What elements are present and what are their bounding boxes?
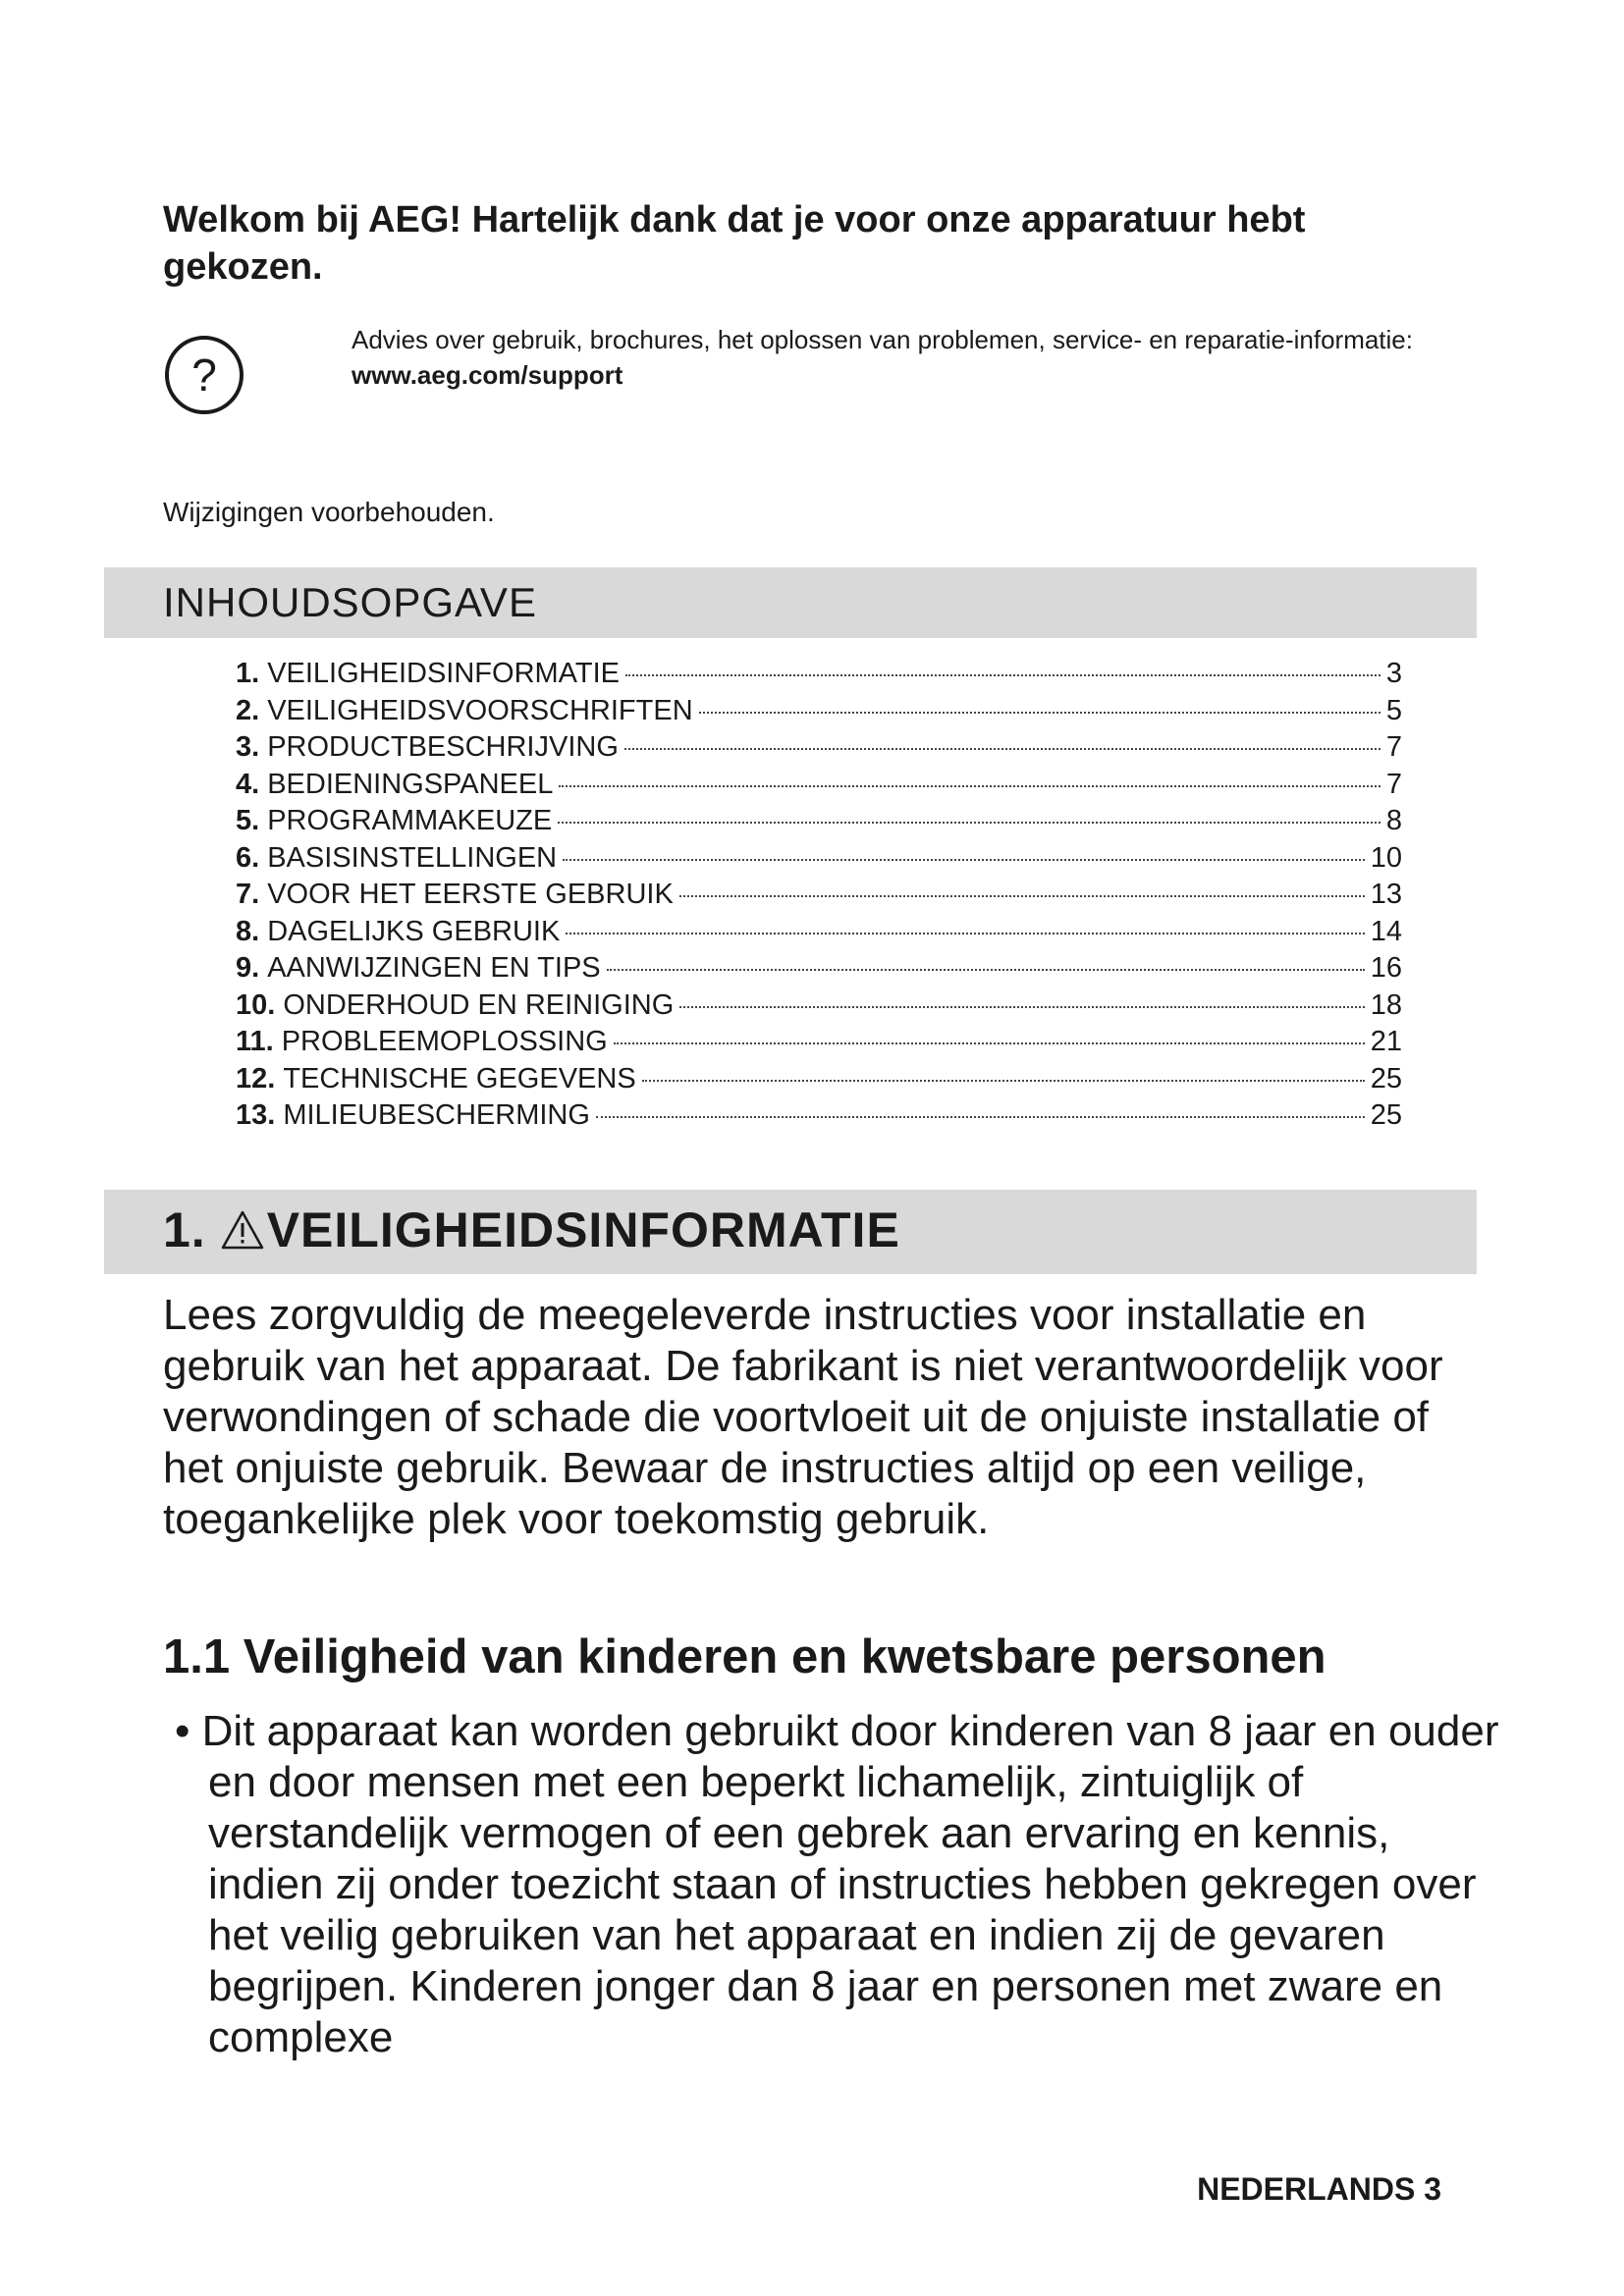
toc-item-number: 8. (236, 915, 260, 947)
toc-item-label: BEDIENINGSPANEEL (267, 768, 554, 800)
bullet-item: • Dit apparaat kan worden gebruikt door kinderen van 8 jaar en ouder en door mensen met een beperkt lichamelijk, zintuiglijk of verstandelijk vermogen of een gebrek aan ervaring en kennis, indien zij onder toezicht staan of instructies hebben gekregen over het veilig gebruiken van het apparaat en indien zij de gevaren begrijpen. Kinderen jonger dan 8 jaar en personen met zware en complexe (175, 1707, 1499, 2061)
support-text: Advies over gebruik, brochures, het oplossen van problemen, service- en reparatie-informatie: (352, 325, 1413, 354)
toc-title: INHOUDSOPGAVE (163, 579, 537, 625)
section-header-band (104, 1190, 1477, 1274)
toc-item-page: 18 (1370, 988, 1402, 1021)
toc-item[interactable] (236, 1097, 1402, 1135)
toc-item-number: 6. (236, 841, 260, 874)
toc-item[interactable] (236, 840, 1402, 878)
toc-item-page: 16 (1370, 952, 1402, 984)
svg-text:?: ? (191, 349, 217, 400)
toc-item-page: 7 (1385, 731, 1402, 763)
toc-item[interactable] (236, 693, 1402, 730)
toc-item[interactable] (236, 656, 1402, 693)
changes-note: Wijzigingen voorbehouden. (163, 497, 495, 527)
toc-item-leader (679, 1006, 1364, 1008)
toc-item-leader (679, 895, 1365, 897)
toc-item-page: 5 (1385, 694, 1402, 726)
intro-paragraph: Lees zorgvuldig de meegeleverde instructies voor installatie en gebruik van het apparaat. De fabrikant is niet verantwoordelijk voor verwondingen of schade die voortvloeit uit de onjuiste installatie of het onjuiste gebruik. Bewaar de instructies altijd op een veilige, toegankelijke plek voor toekomstig gebruik. (163, 1291, 1443, 1543)
toc-item-label: DAGELIJKS GEBRUIK (267, 915, 561, 947)
toc-item-label: PROBLEEMOPLOSSING (281, 1026, 608, 1057)
toc-item-number: 1. (236, 658, 260, 689)
section-title (163, 1201, 900, 1258)
toc-item-number: 3. (236, 731, 260, 763)
toc-item-leader (566, 933, 1364, 934)
toc-item-number: 4. (236, 768, 260, 800)
toc-item[interactable] (236, 950, 1402, 988)
toc-item[interactable] (236, 988, 1402, 1025)
toc-item-label: VOOR HET EERSTE GEBRUIK (267, 879, 674, 910)
toc-item-page: 25 (1370, 1099, 1402, 1131)
toc-item-leader (559, 785, 1380, 787)
toc-item-label: TECHNISCHE GEGEVENS (283, 1062, 636, 1095)
toc-item-number: 10. (236, 988, 276, 1021)
toc-item-label: PRODUCTBESCHRIJVING (267, 731, 619, 763)
section-title-text: VEILIGHEIDSINFORMATIE (266, 1202, 900, 1257)
toc-item-leader (558, 822, 1380, 824)
warning-triangle-icon (220, 1209, 265, 1251)
support-link[interactable]: www.aeg.com/support (352, 360, 623, 390)
toc-item-leader (596, 1116, 1365, 1118)
toc-item-leader (563, 859, 1365, 861)
question-circle-icon (163, 334, 245, 416)
bullet-text: Dit apparaat kan worden gebruikt door kinderen van 8 jaar en ouder en door mensen met een beperkt lichamelijk, zintuiglijk of verstandelijk vermogen of een gebrek aan ervaring en kennis, indien zij onder toezicht staan of instructies hebben gekregen over het veilig gebruiken van het apparaat en indien zij de gevaren begrijpen. Kinderen jonger dan 8 jaar en personen met zware en complexe (201, 1707, 1499, 2061)
toc-item-number: 2. (236, 694, 260, 726)
toc-item[interactable] (236, 914, 1402, 951)
toc-item-leader (699, 712, 1380, 714)
toc-item-label: AANWIJZINGEN EN TIPS (267, 952, 601, 984)
toc-header-band (104, 567, 1477, 638)
toc-item-number: 5. (236, 805, 260, 836)
toc-item-label: BASISINSTELLINGEN (267, 841, 558, 874)
table-of-contents (236, 656, 1402, 1135)
toc-item-page: 25 (1370, 1062, 1402, 1095)
toc-item-leader (624, 748, 1380, 750)
toc-item-leader (607, 969, 1365, 971)
toc-item[interactable] (236, 729, 1402, 767)
subsection-title: 1.1 Veiligheid van kinderen en kwetsbare personen (163, 1630, 1326, 1683)
toc-item-label: PROGRAMMAKEUZE (267, 805, 553, 836)
toc-item-page: 3 (1385, 658, 1402, 689)
section-number: 1. (163, 1202, 206, 1257)
toc-item-leader (625, 674, 1380, 676)
toc-item-page: 13 (1370, 879, 1402, 910)
toc-item-number: 12. (236, 1062, 276, 1095)
support-info (352, 322, 1481, 393)
toc-item-label: VEILIGHEIDSINFORMATIE (267, 658, 620, 689)
toc-item[interactable] (236, 803, 1402, 840)
welcome-heading: Welkom bij AEG! Hartelijk dank dat je voor onze apparatuur hebt gekozen. (163, 199, 1306, 288)
toc-item[interactable] (236, 767, 1402, 804)
toc-item-page: 8 (1385, 805, 1402, 836)
toc-item-page: 10 (1370, 841, 1402, 874)
toc-item[interactable] (236, 1061, 1402, 1098)
toc-item-page: 14 (1370, 915, 1402, 947)
toc-item-label: ONDERHOUD EN REINIGING (283, 988, 675, 1021)
toc-item-number: 7. (236, 879, 260, 910)
toc-item[interactable] (236, 1024, 1402, 1061)
toc-item-page: 7 (1385, 768, 1402, 800)
toc-item-number: 13. (236, 1099, 276, 1131)
toc-item-label: VEILIGHEIDSVOORSCHRIFTEN (267, 694, 693, 726)
toc-item-number: 9. (236, 952, 260, 984)
toc-item-page: 21 (1370, 1026, 1402, 1057)
toc-item-leader (614, 1042, 1365, 1044)
toc-item-label: MILIEUBESCHERMING (283, 1099, 590, 1131)
page-footer: NEDERLANDS 3 (1197, 2171, 1441, 2207)
toc-item-leader (642, 1080, 1365, 1082)
toc-item[interactable] (236, 877, 1402, 914)
toc-item-number: 11. (236, 1026, 274, 1057)
